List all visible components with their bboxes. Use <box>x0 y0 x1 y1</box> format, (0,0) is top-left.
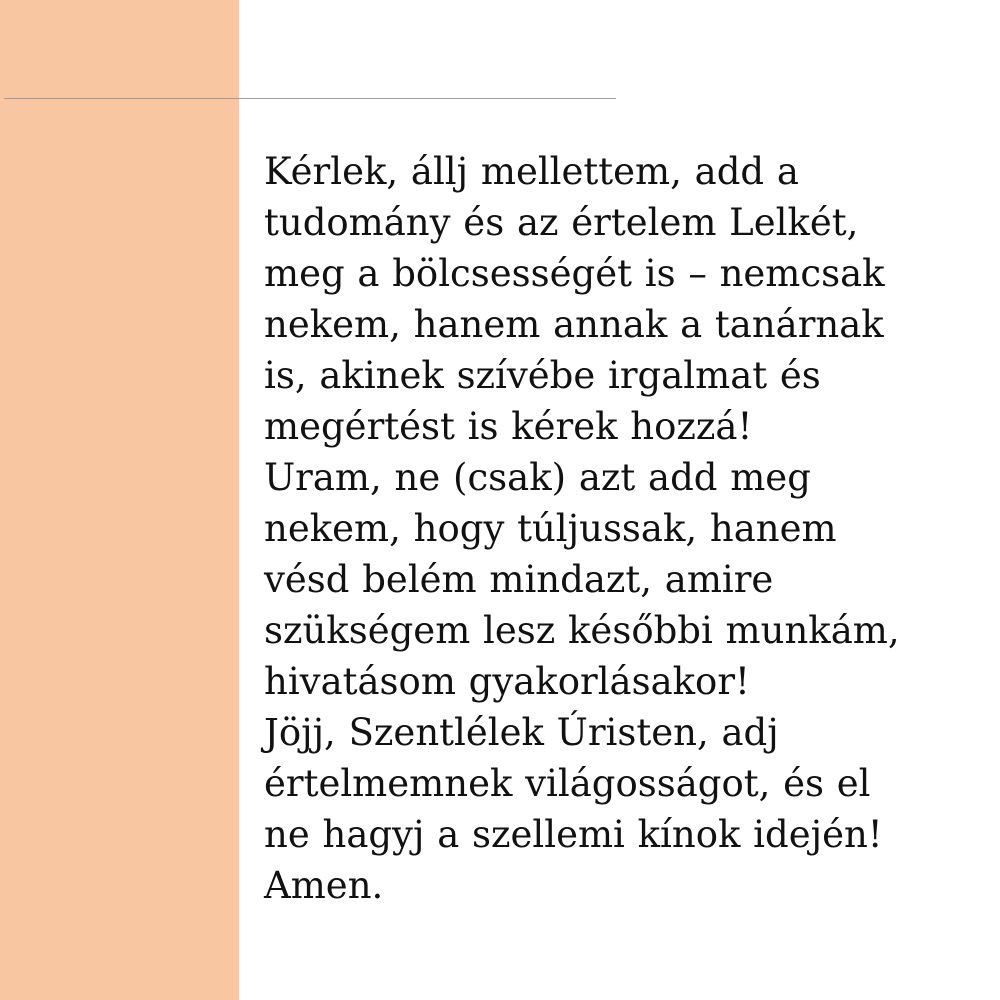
prayer-line: meg a bölcsességét is – nemcsak <box>264 252 885 295</box>
prayer-line: hivatásom gyakorlásakor! <box>264 660 750 703</box>
prayer-line: megértést is kérek hozzá! <box>264 405 753 448</box>
prayer-line: vésd belém mindazt, amire <box>264 558 774 601</box>
prayer-line: nekem, hanem annak a tanárnak <box>264 303 884 346</box>
prayer-line: Uram, ne (csak) azt add meg <box>264 456 811 499</box>
prayer-text <box>264 146 994 911</box>
prayer-line: ne hagyj a szellemi kínok idején! <box>264 813 883 856</box>
prayer-line: Jöjj, Szentlélek Úristen, adj <box>264 711 779 754</box>
horizontal-divider <box>4 98 616 99</box>
prayer-line: értelmemnek világosságot, és el <box>264 762 871 805</box>
prayer-line: tudomány és az értelem Lelkét, <box>264 201 859 244</box>
prayer-line: is, akinek szívébe irgalmat és <box>264 354 821 397</box>
prayer-line: szükségem lesz későbbi munkám, <box>264 609 900 652</box>
prayer-line: Kérlek, állj mellettem, add a <box>264 150 799 193</box>
prayer-line: Amen. <box>264 864 384 907</box>
prayer-line: nekem, hogy túljussak, hanem <box>264 507 837 550</box>
decorative-side-band <box>0 0 239 1000</box>
